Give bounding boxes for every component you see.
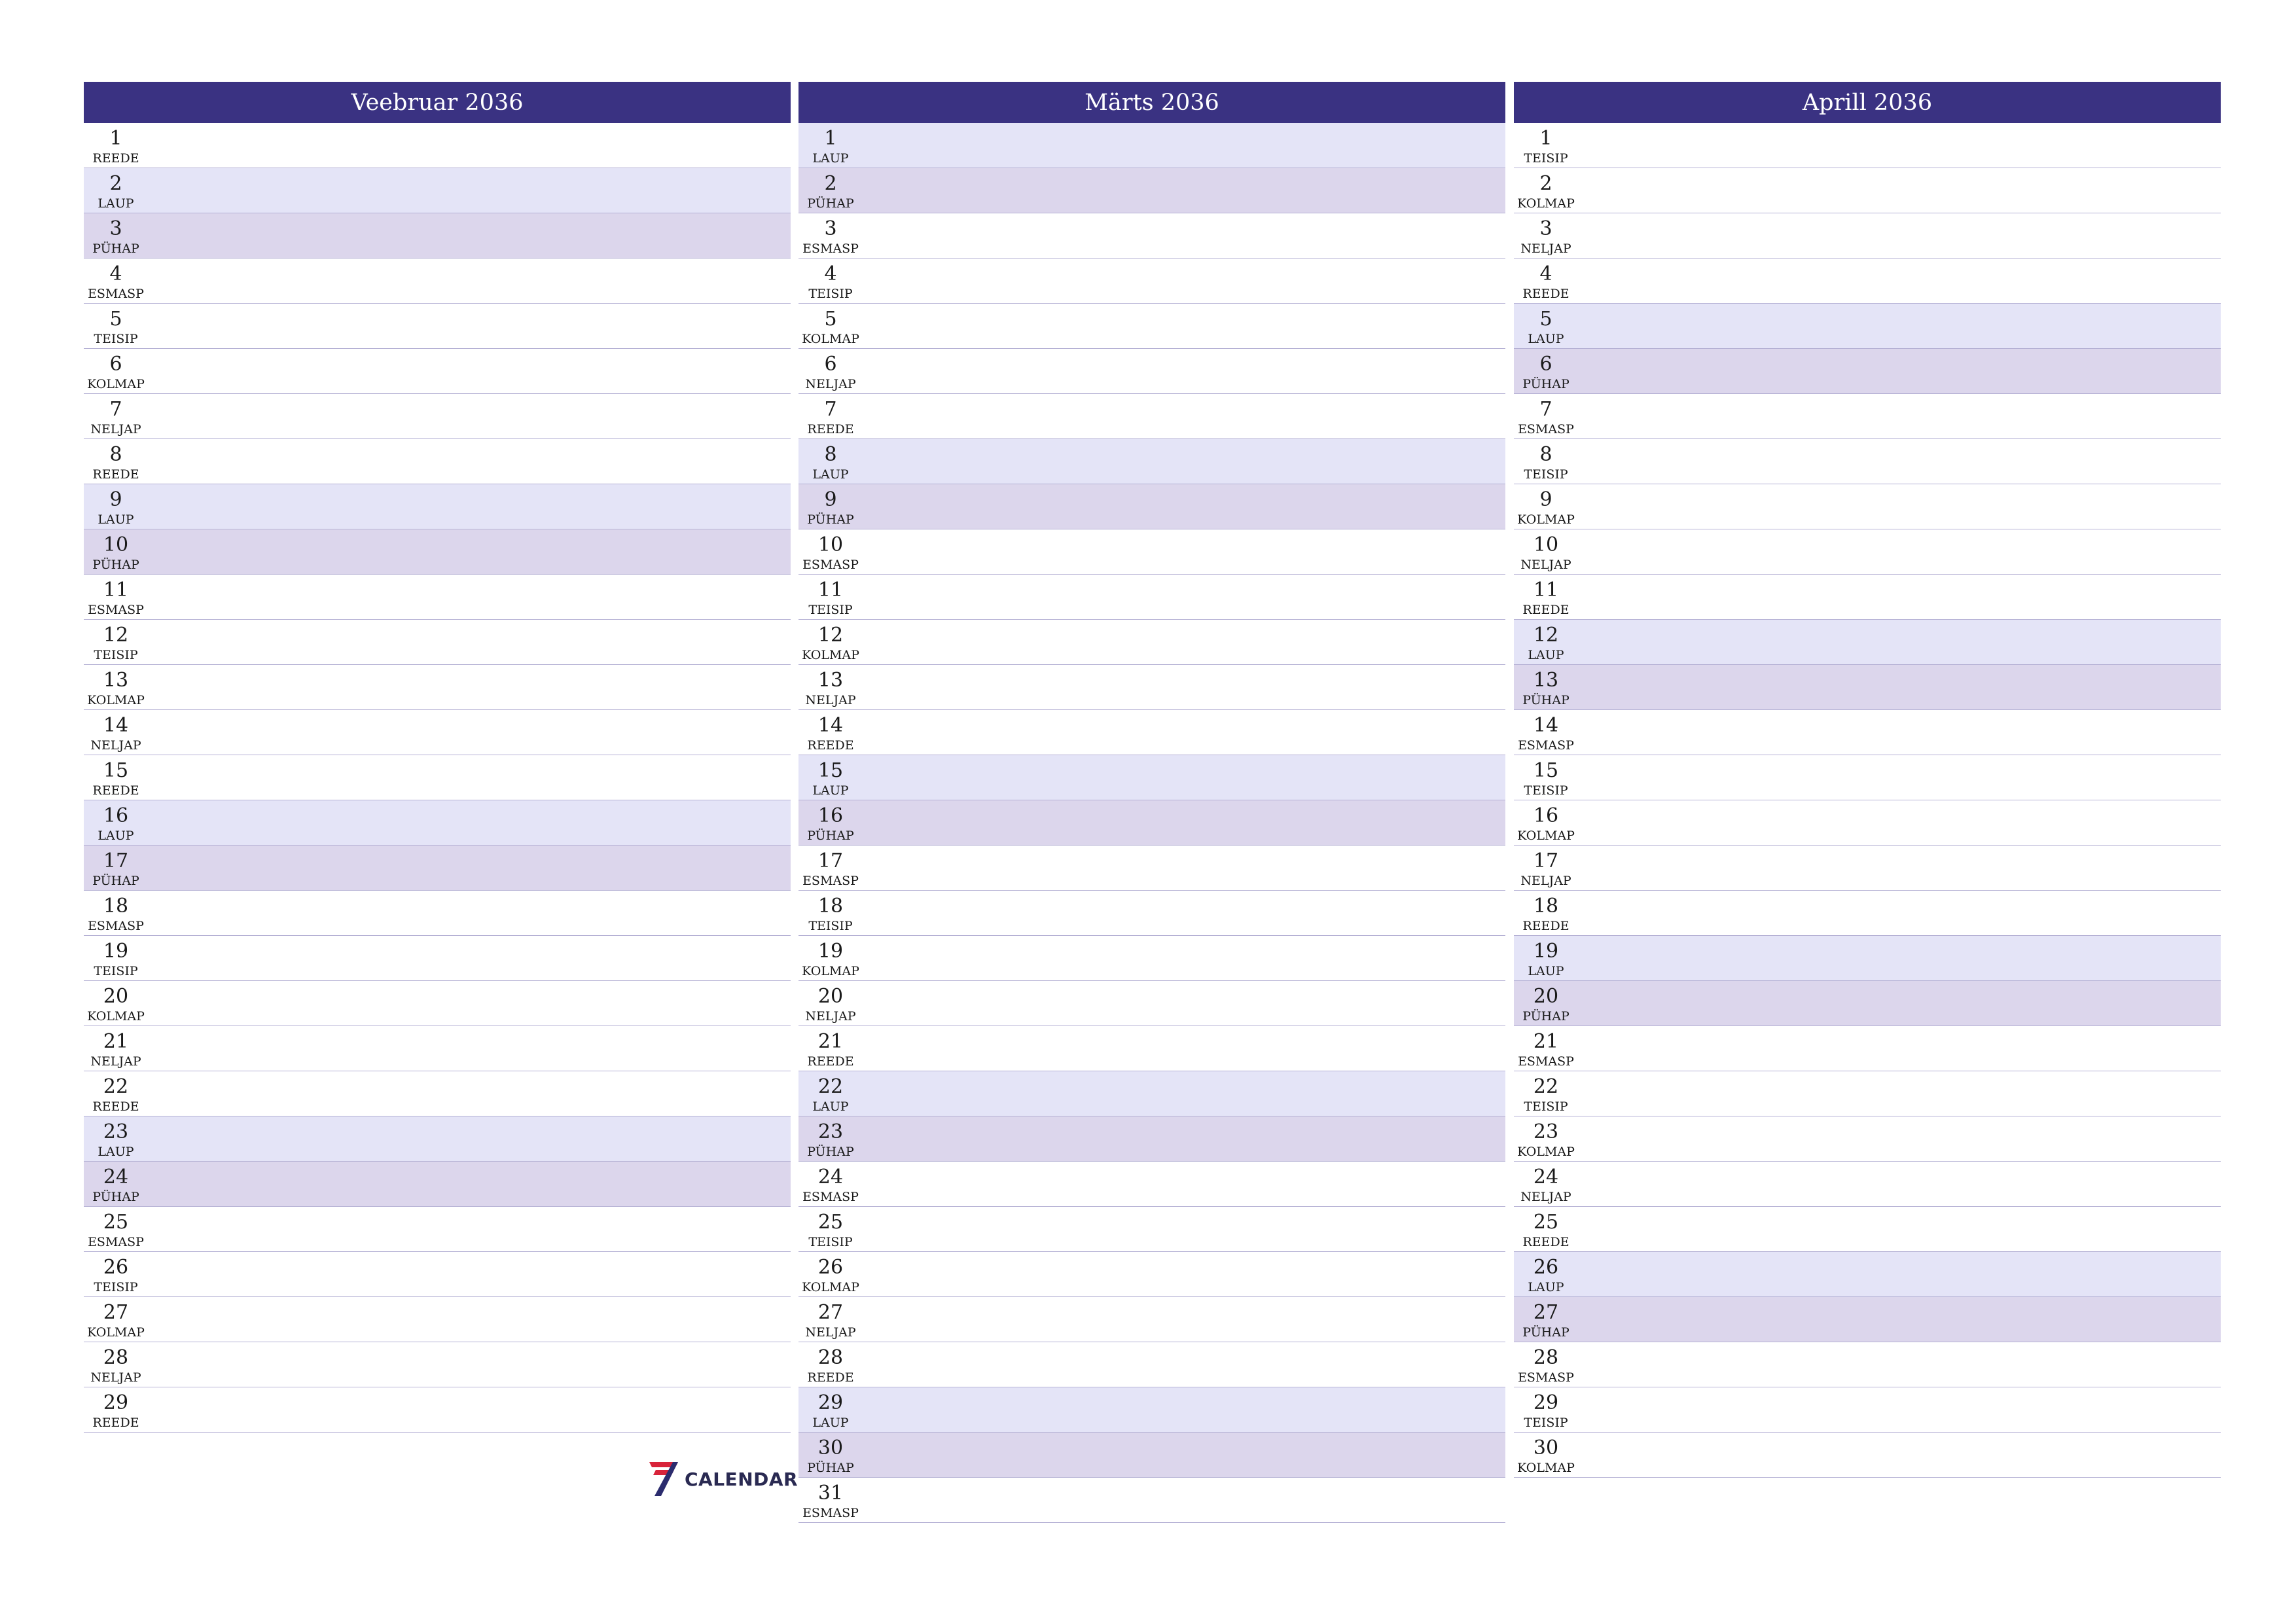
day-number: 30 bbox=[1533, 1436, 1559, 1459]
day-number: 20 bbox=[103, 985, 129, 1008]
weekday-name: TEISIP bbox=[1524, 1416, 1568, 1430]
weekday-name: KOLMAP bbox=[802, 964, 859, 978]
day-row bbox=[84, 529, 791, 575]
day-row bbox=[1514, 1162, 2221, 1207]
logo-text: CALENDAR bbox=[685, 1468, 798, 1490]
day-row bbox=[798, 168, 1505, 213]
day-number: 9 bbox=[109, 488, 122, 511]
day-number: 4 bbox=[1539, 262, 1552, 285]
day-number: 16 bbox=[1533, 804, 1559, 827]
day-row bbox=[84, 123, 791, 168]
day-row bbox=[84, 349, 791, 394]
weekday-name: NELJAP bbox=[90, 1370, 141, 1385]
day-row bbox=[798, 304, 1505, 349]
day-row bbox=[798, 349, 1505, 394]
weekday-name: KOLMAP bbox=[1517, 196, 1575, 211]
day-number: 1 bbox=[1539, 127, 1552, 150]
day-row bbox=[798, 620, 1505, 665]
day-row bbox=[84, 1116, 791, 1162]
day-row bbox=[798, 123, 1505, 168]
day-number: 4 bbox=[109, 262, 122, 285]
weekday-name: LAUP bbox=[1528, 648, 1564, 662]
day-number: 12 bbox=[103, 624, 129, 647]
weekday-name: ESMASP bbox=[1518, 738, 1574, 753]
weekday-name: KOLMAP bbox=[1517, 512, 1575, 527]
day-row bbox=[1514, 1026, 2221, 1071]
day-row bbox=[84, 1207, 791, 1252]
day-row bbox=[1514, 710, 2221, 755]
weekday-name: REEDE bbox=[807, 1370, 854, 1385]
weekday-name: KOLMAP bbox=[87, 1009, 145, 1024]
weekday-name: ESMASP bbox=[802, 1506, 859, 1520]
weekday-name: PÜHAP bbox=[1522, 377, 1570, 391]
day-number: 7 bbox=[824, 398, 837, 421]
day-number: 19 bbox=[817, 940, 844, 963]
weekday-name: ESMASP bbox=[1518, 1370, 1574, 1385]
day-number: 8 bbox=[1539, 443, 1552, 466]
day-row bbox=[84, 755, 791, 800]
day-row bbox=[798, 1252, 1505, 1297]
day-number: 2 bbox=[109, 172, 122, 195]
day-number: 13 bbox=[103, 669, 129, 692]
day-row bbox=[1514, 439, 2221, 484]
day-number: 30 bbox=[817, 1436, 844, 1459]
day-number: 18 bbox=[817, 895, 844, 918]
weekday-name: REEDE bbox=[1522, 287, 1570, 301]
weekday-name: ESMASP bbox=[1518, 1054, 1574, 1069]
weekday-name: PÜHAP bbox=[92, 1190, 139, 1204]
day-number: 1 bbox=[824, 127, 837, 150]
weekday-name: ESMASP bbox=[88, 603, 144, 617]
day-row bbox=[84, 800, 791, 846]
day-row bbox=[84, 1387, 791, 1433]
weekday-name: TEISIP bbox=[808, 287, 853, 301]
weekday-name: NELJAP bbox=[1520, 241, 1571, 256]
day-row bbox=[84, 394, 791, 439]
day-row bbox=[798, 1342, 1505, 1387]
day-list bbox=[1514, 123, 2221, 1478]
weekday-name: LAUP bbox=[812, 151, 849, 166]
day-row bbox=[1514, 981, 2221, 1026]
day-number: 7 bbox=[109, 398, 122, 421]
day-row bbox=[1514, 1387, 2221, 1433]
day-number: 23 bbox=[817, 1120, 844, 1143]
day-number: 15 bbox=[817, 759, 844, 782]
day-row bbox=[84, 665, 791, 710]
day-number: 14 bbox=[1533, 714, 1559, 737]
weekday-name: LAUP bbox=[98, 1145, 134, 1159]
day-number: 7 bbox=[1539, 398, 1552, 421]
day-number: 3 bbox=[109, 217, 122, 240]
day-row bbox=[1514, 665, 2221, 710]
weekday-name: NELJAP bbox=[90, 422, 141, 437]
day-row bbox=[84, 1162, 791, 1207]
weekday-name: TEISIP bbox=[1524, 151, 1568, 166]
day-number: 13 bbox=[1533, 669, 1559, 692]
day-row bbox=[1514, 484, 2221, 529]
day-row bbox=[84, 168, 791, 213]
weekday-name: ESMASP bbox=[88, 287, 144, 301]
weekday-name: PÜHAP bbox=[1522, 1009, 1570, 1024]
day-row bbox=[798, 1071, 1505, 1116]
day-row bbox=[84, 846, 791, 891]
weekday-name: PÜHAP bbox=[807, 512, 854, 527]
weekday-name: REEDE bbox=[1522, 919, 1570, 933]
day-number: 28 bbox=[103, 1346, 129, 1369]
weekday-name: ESMASP bbox=[88, 919, 144, 933]
day-number: 3 bbox=[824, 217, 837, 240]
day-number: 21 bbox=[817, 1030, 844, 1053]
day-number: 25 bbox=[817, 1211, 844, 1234]
seven-logo-icon bbox=[648, 1461, 679, 1497]
day-row bbox=[1514, 936, 2221, 981]
weekday-name: TEISIP bbox=[94, 964, 138, 978]
day-number: 23 bbox=[103, 1120, 129, 1143]
month-title: Märts 2036 bbox=[798, 82, 1505, 123]
weekday-name: TEISIP bbox=[808, 1235, 853, 1249]
day-row bbox=[84, 1071, 791, 1116]
weekday-name: LAUP bbox=[812, 467, 849, 482]
day-row bbox=[798, 1162, 1505, 1207]
day-number: 22 bbox=[103, 1075, 129, 1098]
weekday-name: REEDE bbox=[92, 467, 139, 482]
weekday-name: PÜHAP bbox=[92, 241, 139, 256]
weekday-name: PÜHAP bbox=[92, 558, 139, 572]
day-number: 13 bbox=[817, 669, 844, 692]
weekday-name: REEDE bbox=[92, 1416, 139, 1430]
day-number: 20 bbox=[1533, 985, 1559, 1008]
weekday-name: NELJAP bbox=[1520, 558, 1571, 572]
day-row bbox=[1514, 1342, 2221, 1387]
day-row bbox=[84, 891, 791, 936]
weekday-name: TEISIP bbox=[808, 603, 853, 617]
day-number: 29 bbox=[817, 1391, 844, 1414]
day-number: 23 bbox=[1533, 1120, 1559, 1143]
day-row bbox=[84, 304, 791, 349]
weekday-name: LAUP bbox=[98, 196, 134, 211]
day-number: 26 bbox=[1533, 1256, 1559, 1279]
weekday-name: REEDE bbox=[92, 1099, 139, 1114]
weekday-name: KOLMAP bbox=[802, 648, 859, 662]
day-number: 10 bbox=[1533, 533, 1559, 556]
day-row bbox=[1514, 394, 2221, 439]
day-row bbox=[798, 439, 1505, 484]
day-row bbox=[84, 575, 791, 620]
day-row bbox=[1514, 1071, 2221, 1116]
day-number: 21 bbox=[103, 1030, 129, 1053]
weekday-name: LAUP bbox=[812, 1099, 849, 1114]
weekday-name: LAUP bbox=[812, 1416, 849, 1430]
day-number: 6 bbox=[109, 353, 122, 376]
weekday-name: REEDE bbox=[807, 738, 854, 753]
day-row bbox=[798, 1478, 1505, 1523]
weekday-name: PÜHAP bbox=[807, 829, 854, 843]
day-row bbox=[1514, 1297, 2221, 1342]
day-number: 11 bbox=[817, 579, 844, 601]
day-row bbox=[1514, 529, 2221, 575]
weekday-name: ESMASP bbox=[802, 874, 859, 888]
day-number: 24 bbox=[1533, 1166, 1559, 1188]
weekday-name: PÜHAP bbox=[92, 874, 139, 888]
day-row bbox=[1514, 1433, 2221, 1478]
brand-logo bbox=[648, 1461, 798, 1497]
day-row bbox=[1514, 891, 2221, 936]
day-number: 11 bbox=[103, 579, 129, 601]
day-row bbox=[798, 1433, 1505, 1478]
day-number: 2 bbox=[824, 172, 837, 195]
weekday-name: REEDE bbox=[807, 422, 854, 437]
day-row bbox=[1514, 123, 2221, 168]
weekday-name: ESMASP bbox=[802, 241, 859, 256]
weekday-name: KOLMAP bbox=[87, 1325, 145, 1340]
day-row bbox=[1514, 575, 2221, 620]
day-row bbox=[798, 529, 1505, 575]
day-number: 10 bbox=[817, 533, 844, 556]
day-number: 25 bbox=[103, 1211, 129, 1234]
weekday-name: NELJAP bbox=[90, 738, 141, 753]
weekday-name: LAUP bbox=[812, 783, 849, 798]
day-row bbox=[798, 846, 1505, 891]
day-row bbox=[1514, 168, 2221, 213]
month-column-april bbox=[1514, 82, 2221, 1478]
weekday-name: LAUP bbox=[1528, 964, 1564, 978]
day-number: 14 bbox=[817, 714, 844, 737]
day-row bbox=[1514, 1207, 2221, 1252]
day-row bbox=[1514, 259, 2221, 304]
day-number: 22 bbox=[817, 1075, 844, 1098]
day-row bbox=[84, 1297, 791, 1342]
day-row bbox=[84, 1252, 791, 1297]
day-row bbox=[1514, 1116, 2221, 1162]
day-number: 12 bbox=[1533, 624, 1559, 647]
day-row bbox=[84, 981, 791, 1026]
day-row bbox=[798, 259, 1505, 304]
day-row bbox=[798, 710, 1505, 755]
day-row bbox=[84, 439, 791, 484]
day-number: 6 bbox=[1539, 353, 1552, 376]
weekday-name: TEISIP bbox=[94, 332, 138, 346]
day-number: 5 bbox=[824, 308, 837, 330]
day-row bbox=[84, 710, 791, 755]
day-row bbox=[1514, 800, 2221, 846]
day-number: 5 bbox=[109, 308, 122, 330]
day-row bbox=[84, 620, 791, 665]
day-number: 29 bbox=[1533, 1391, 1559, 1414]
day-row bbox=[84, 484, 791, 529]
day-row bbox=[798, 394, 1505, 439]
day-row bbox=[798, 1026, 1505, 1071]
weekday-name: ESMASP bbox=[1518, 422, 1574, 437]
weekday-name: KOLMAP bbox=[1517, 1145, 1575, 1159]
day-row bbox=[798, 575, 1505, 620]
day-list bbox=[798, 123, 1505, 1523]
weekday-name: REEDE bbox=[92, 783, 139, 798]
day-row bbox=[798, 936, 1505, 981]
day-number: 8 bbox=[824, 443, 837, 466]
day-number: 17 bbox=[103, 849, 129, 872]
weekday-name: TEISIP bbox=[94, 1280, 138, 1294]
month-column-february bbox=[84, 82, 791, 1433]
weekday-name: PÜHAP bbox=[807, 1461, 854, 1475]
weekday-name: KOLMAP bbox=[1517, 1461, 1575, 1475]
weekday-name: TEISIP bbox=[1524, 1099, 1568, 1114]
weekday-name: TEISIP bbox=[94, 648, 138, 662]
day-row bbox=[1514, 755, 2221, 800]
day-row bbox=[1514, 213, 2221, 259]
day-number: 4 bbox=[824, 262, 837, 285]
day-number: 21 bbox=[1533, 1030, 1559, 1053]
day-number: 27 bbox=[103, 1301, 129, 1324]
weekday-name: NELJAP bbox=[805, 377, 856, 391]
day-number: 25 bbox=[1533, 1211, 1559, 1234]
day-number: 24 bbox=[817, 1166, 844, 1188]
day-number: 10 bbox=[103, 533, 129, 556]
day-row bbox=[84, 213, 791, 259]
day-list bbox=[84, 123, 791, 1433]
day-number: 15 bbox=[1533, 759, 1559, 782]
month-title: Veebruar 2036 bbox=[84, 82, 791, 123]
weekday-name: NELJAP bbox=[1520, 874, 1571, 888]
day-number: 11 bbox=[1533, 579, 1559, 601]
weekday-name: REEDE bbox=[1522, 1235, 1570, 1249]
day-row bbox=[798, 800, 1505, 846]
day-number: 9 bbox=[824, 488, 837, 511]
day-row bbox=[798, 1387, 1505, 1433]
day-row bbox=[798, 1207, 1505, 1252]
weekday-name: ESMASP bbox=[88, 1235, 144, 1249]
day-number: 19 bbox=[103, 940, 129, 963]
day-row bbox=[798, 484, 1505, 529]
day-number: 18 bbox=[103, 895, 129, 918]
day-number: 26 bbox=[817, 1256, 844, 1279]
day-number: 17 bbox=[1533, 849, 1559, 872]
weekday-name: PÜHAP bbox=[1522, 1325, 1570, 1340]
day-row bbox=[798, 755, 1505, 800]
day-number: 6 bbox=[824, 353, 837, 376]
day-row bbox=[1514, 620, 2221, 665]
weekday-name: ESMASP bbox=[802, 558, 859, 572]
day-number: 17 bbox=[817, 849, 844, 872]
day-number: 22 bbox=[1533, 1075, 1559, 1098]
day-number: 12 bbox=[817, 624, 844, 647]
weekday-name: LAUP bbox=[98, 512, 134, 527]
day-number: 16 bbox=[817, 804, 844, 827]
day-row bbox=[798, 213, 1505, 259]
day-number: 3 bbox=[1539, 217, 1552, 240]
day-number: 18 bbox=[1533, 895, 1559, 918]
day-row bbox=[798, 665, 1505, 710]
weekday-name: PÜHAP bbox=[807, 196, 854, 211]
weekday-name: NELJAP bbox=[90, 1054, 141, 1069]
day-number: 20 bbox=[817, 985, 844, 1008]
day-number: 16 bbox=[103, 804, 129, 827]
weekday-name: TEISIP bbox=[1524, 783, 1568, 798]
day-number: 14 bbox=[103, 714, 129, 737]
day-row bbox=[1514, 304, 2221, 349]
day-number: 8 bbox=[109, 443, 122, 466]
weekday-name: LAUP bbox=[98, 829, 134, 843]
day-row bbox=[84, 936, 791, 981]
weekday-name: PÜHAP bbox=[807, 1145, 854, 1159]
day-number: 27 bbox=[817, 1301, 844, 1324]
weekday-name: PÜHAP bbox=[1522, 693, 1570, 707]
weekday-name: NELJAP bbox=[805, 1325, 856, 1340]
day-number: 28 bbox=[817, 1346, 844, 1369]
day-number: 27 bbox=[1533, 1301, 1559, 1324]
day-number: 31 bbox=[817, 1482, 844, 1505]
weekday-name: KOLMAP bbox=[1517, 829, 1575, 843]
day-number: 5 bbox=[1539, 308, 1552, 330]
day-number: 19 bbox=[1533, 940, 1559, 963]
day-row bbox=[1514, 349, 2221, 394]
weekday-name: TEISIP bbox=[808, 919, 853, 933]
weekday-name: REEDE bbox=[807, 1054, 854, 1069]
weekday-name: NELJAP bbox=[805, 1009, 856, 1024]
day-row bbox=[84, 1342, 791, 1387]
day-row bbox=[1514, 846, 2221, 891]
weekday-name: TEISIP bbox=[1524, 467, 1568, 482]
weekday-name: ESMASP bbox=[802, 1190, 859, 1204]
day-number: 1 bbox=[109, 127, 122, 150]
day-row bbox=[84, 259, 791, 304]
weekday-name: REEDE bbox=[1522, 603, 1570, 617]
weekday-name: REEDE bbox=[92, 151, 139, 166]
month-title: Aprill 2036 bbox=[1514, 82, 2221, 123]
weekday-name: KOLMAP bbox=[87, 693, 145, 707]
day-number: 15 bbox=[103, 759, 129, 782]
weekday-name: LAUP bbox=[1528, 332, 1564, 346]
weekday-name: NELJAP bbox=[1520, 1190, 1571, 1204]
day-number: 2 bbox=[1539, 172, 1552, 195]
day-number: 9 bbox=[1539, 488, 1552, 511]
day-row bbox=[798, 981, 1505, 1026]
day-row bbox=[84, 1026, 791, 1071]
day-row bbox=[798, 891, 1505, 936]
weekday-name: NELJAP bbox=[805, 693, 856, 707]
weekday-name: LAUP bbox=[1528, 1280, 1564, 1294]
day-number: 26 bbox=[103, 1256, 129, 1279]
month-column-march bbox=[798, 82, 1505, 1523]
weekday-name: KOLMAP bbox=[802, 332, 859, 346]
day-number: 24 bbox=[103, 1166, 129, 1188]
day-row bbox=[798, 1116, 1505, 1162]
day-number: 28 bbox=[1533, 1346, 1559, 1369]
day-number: 29 bbox=[103, 1391, 129, 1414]
day-row bbox=[798, 1297, 1505, 1342]
weekday-name: KOLMAP bbox=[87, 377, 145, 391]
day-row bbox=[1514, 1252, 2221, 1297]
weekday-name: KOLMAP bbox=[802, 1280, 859, 1294]
